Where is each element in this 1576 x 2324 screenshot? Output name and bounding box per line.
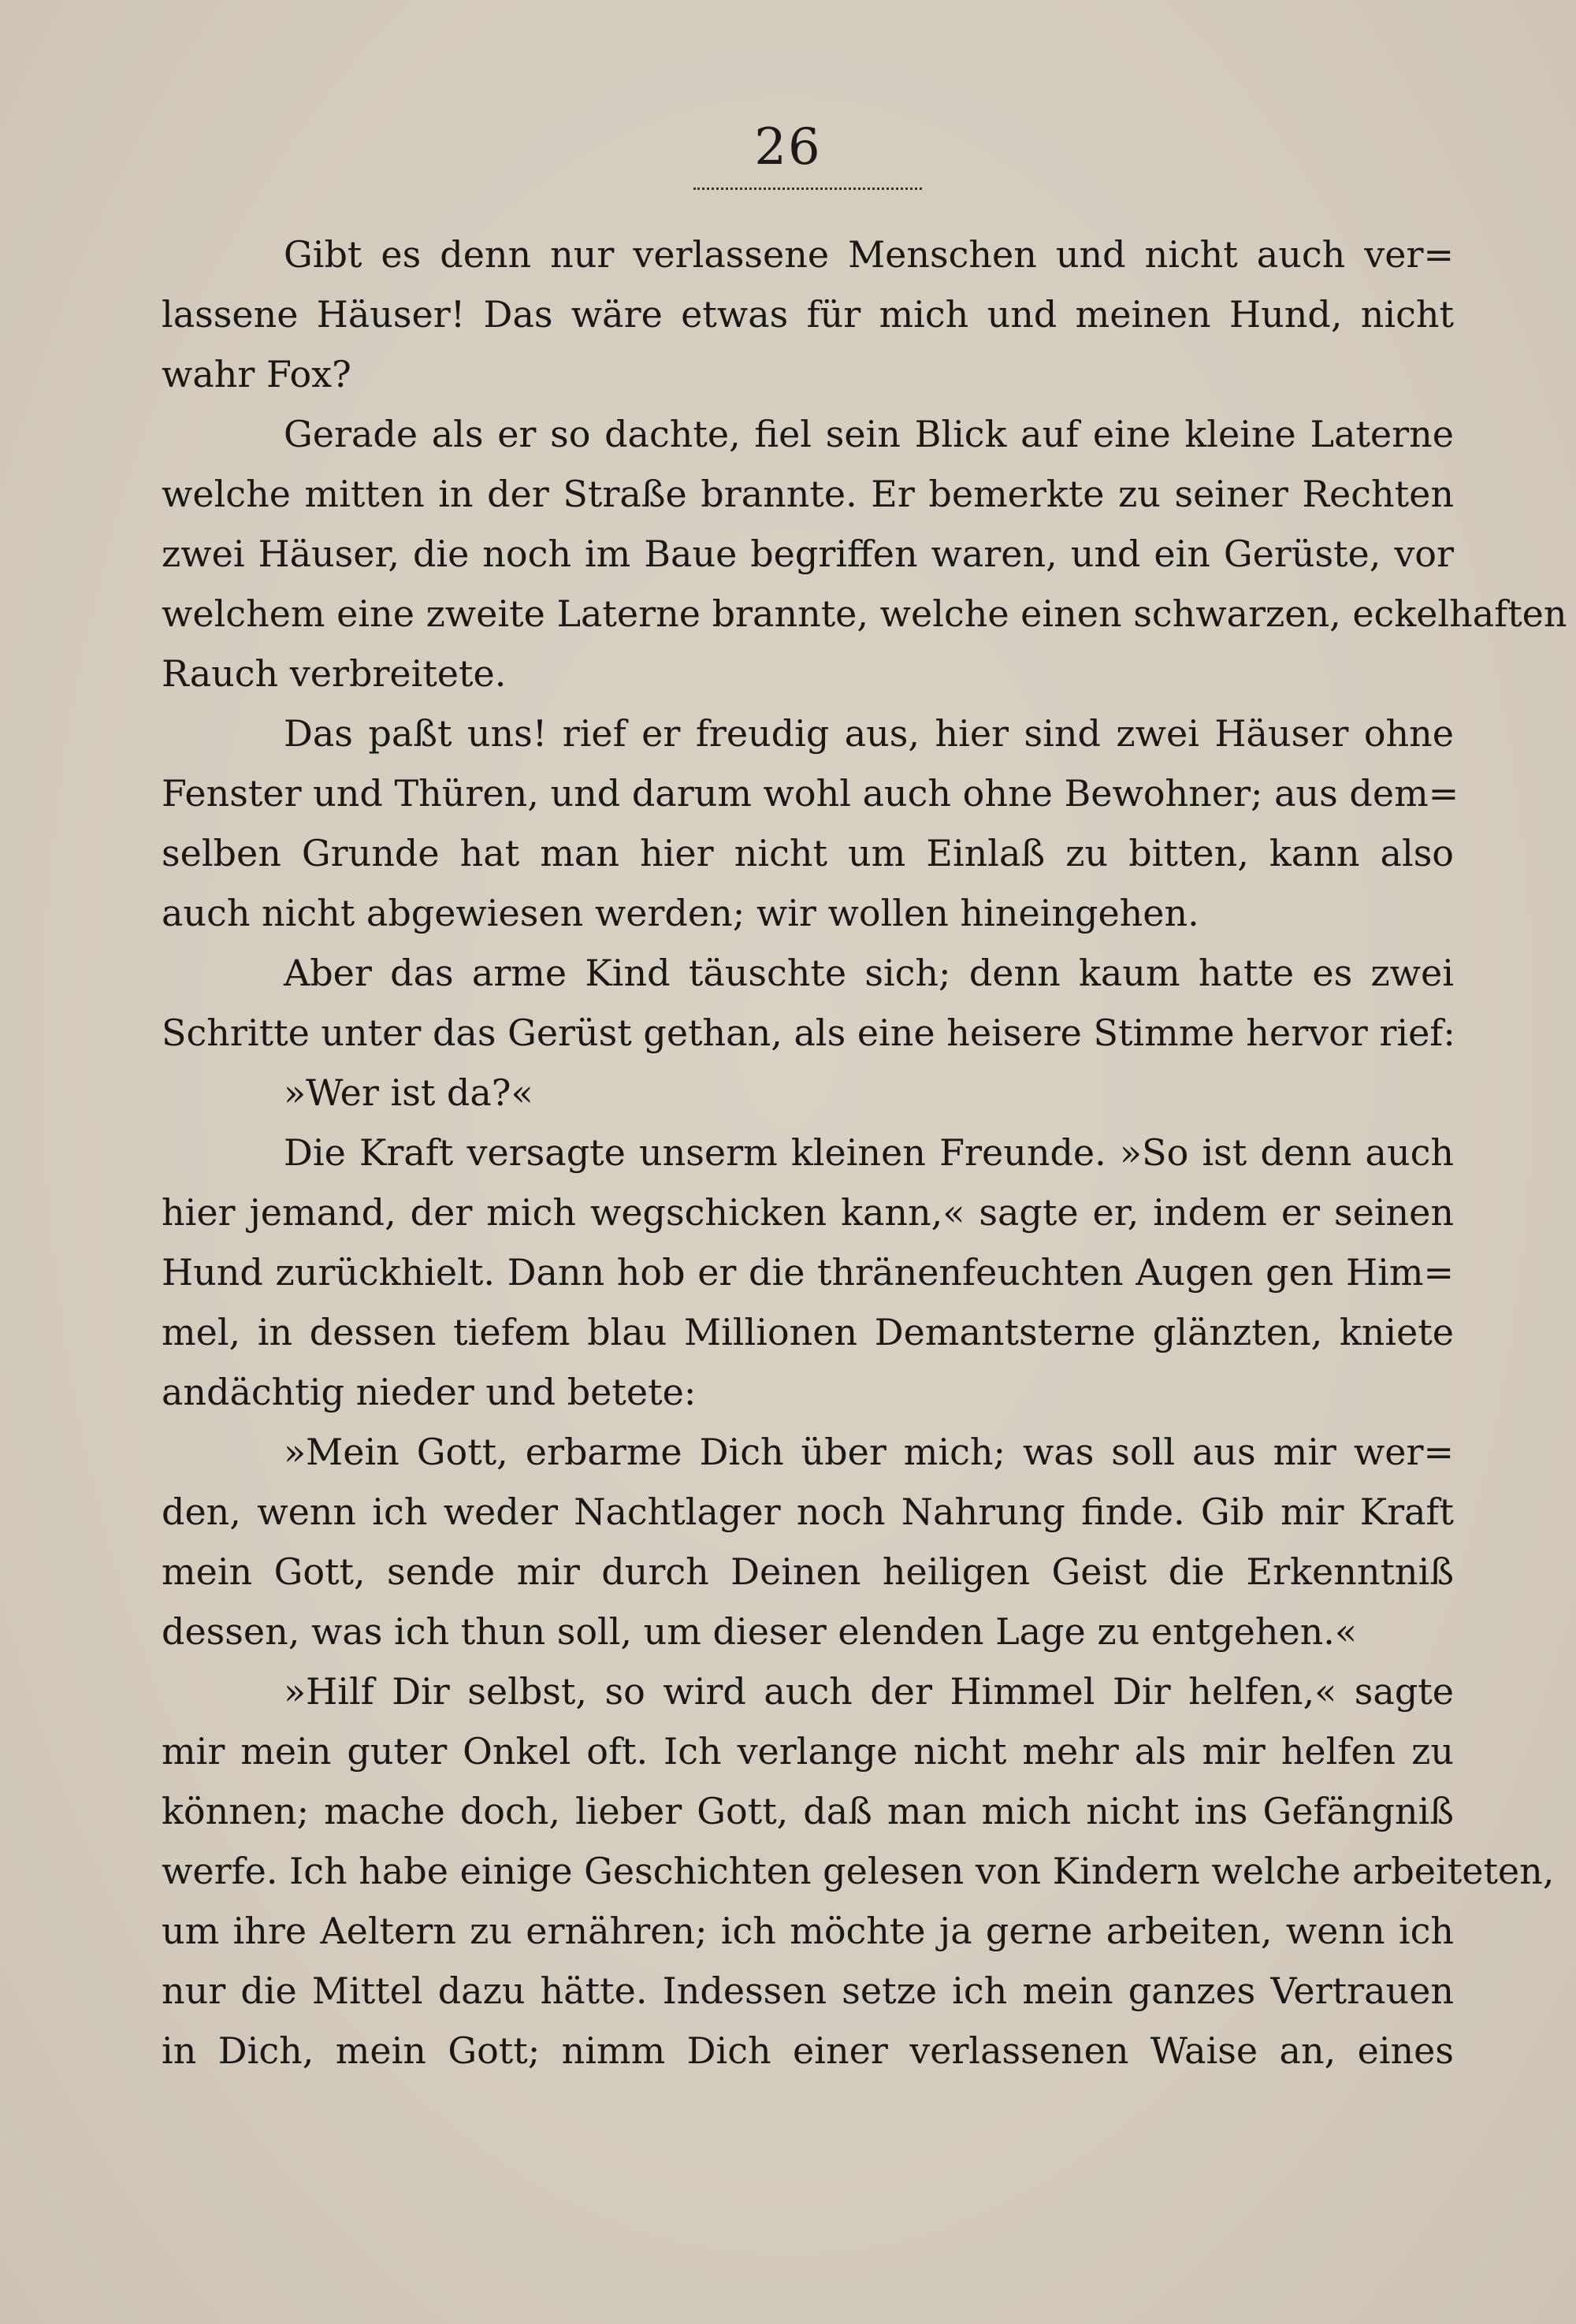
text-line: »Wer ist da?« xyxy=(284,1071,533,1114)
text-line: Schritte unter das Gerüst gethan, als eine heisere Stimme hervor rief: xyxy=(162,1012,1455,1054)
text-line: mein Gott, sende mir durch Deinen heiligen Geist die Erkenntniß xyxy=(162,1550,1454,1593)
text-line: mir mein guter Onkel oft. Ich verlange nicht mehr als mir helfen zu xyxy=(162,1730,1454,1773)
text-line: welchem eine zweite Laterne brannte, welche einen schwarzen, eckelhaften xyxy=(162,592,1567,635)
text-line: zwei Häuser, die noch im Baue begriffen waren, und ein Gerüste, vor xyxy=(162,533,1454,575)
text-line: Gibt es denn nur verlassene Menschen und nicht auch ver= xyxy=(284,233,1454,276)
text-line: Das paßt uns! rief er freudig aus, hier sind zwei Häuser ohne xyxy=(284,712,1454,755)
text-line: Rauch verbreitete. xyxy=(162,652,507,695)
header-dotted-rule xyxy=(693,187,922,190)
text-line: andächtig nieder und betete: xyxy=(162,1371,697,1413)
text-line: wahr Fox? xyxy=(162,353,351,395)
text-line: Fenster und Thüren, und darum wohl auch ohne Bewohner; aus dem= xyxy=(162,772,1459,815)
text-line: lassene Häuser! Das wäre etwas für mich und meinen Hund, nicht xyxy=(162,293,1454,336)
text-line: mel, in dessen tiefem blau Millionen Demantsterne glänzten, kniete xyxy=(162,1311,1454,1353)
text-line: um ihre Aeltern zu ernähren; ich möchte ja gerne arbeiten, wenn ich xyxy=(162,1910,1454,1952)
body-text xyxy=(162,225,1567,2081)
text-line: können; mache doch, lieber Gott, daß man mich nicht ins Gefängniß xyxy=(162,1790,1454,1832)
text-line: Aber das arme Kind täuschte sich; denn kaum hatte es zwei xyxy=(284,952,1454,994)
text-line: Hund zurückhielt. Dann hob er die thränenfeuchten Augen gen Him= xyxy=(162,1251,1454,1294)
text-line: selben Grunde hat man hier nicht um Einlaß zu bitten, kann also xyxy=(162,832,1454,874)
text-line: »Mein Gott, erbarme Dich über mich; was soll aus mir wer= xyxy=(284,1431,1454,1473)
text-line: Die Kraft versagte unserm kleinen Freunde. »So ist denn auch xyxy=(284,1131,1454,1174)
text-line: »Hilf Dir selbst, so wird auch der Himmel Dir helfen,« sagte xyxy=(284,1670,1454,1713)
page-number: 26 xyxy=(754,118,822,176)
text-line: hier jemand, der mich wegschicken kann,« sagte er, indem er seinen xyxy=(162,1191,1454,1234)
text-line: Gerade als er so dachte, fiel sein Blick auf eine kleine Laterne xyxy=(284,413,1454,455)
text-line: dessen, was ich thun soll, um dieser elenden Lage zu entgehen.« xyxy=(162,1610,1358,1653)
text-line: welche mitten in der Straße brannte. Er bemerkte zu seiner Rechten xyxy=(162,473,1454,515)
text-line: in Dich, mein Gott; nimm Dich einer verlassenen Waise an, eines xyxy=(162,2029,1454,2072)
text-line: werfe. Ich habe einige Geschichten gelesen von Kindern welche arbeiteten, xyxy=(162,1850,1555,1892)
text-line: nur die Mittel dazu hätte. Indessen setze ich mein ganzes Vertrauen xyxy=(162,1969,1454,2012)
text-line: auch nicht abgewiesen werden; wir wollen hineingehen. xyxy=(162,892,1199,934)
text-line: den, wenn ich weder Nachtlager noch Nahrung finde. Gib mir Kraft xyxy=(162,1491,1454,1533)
